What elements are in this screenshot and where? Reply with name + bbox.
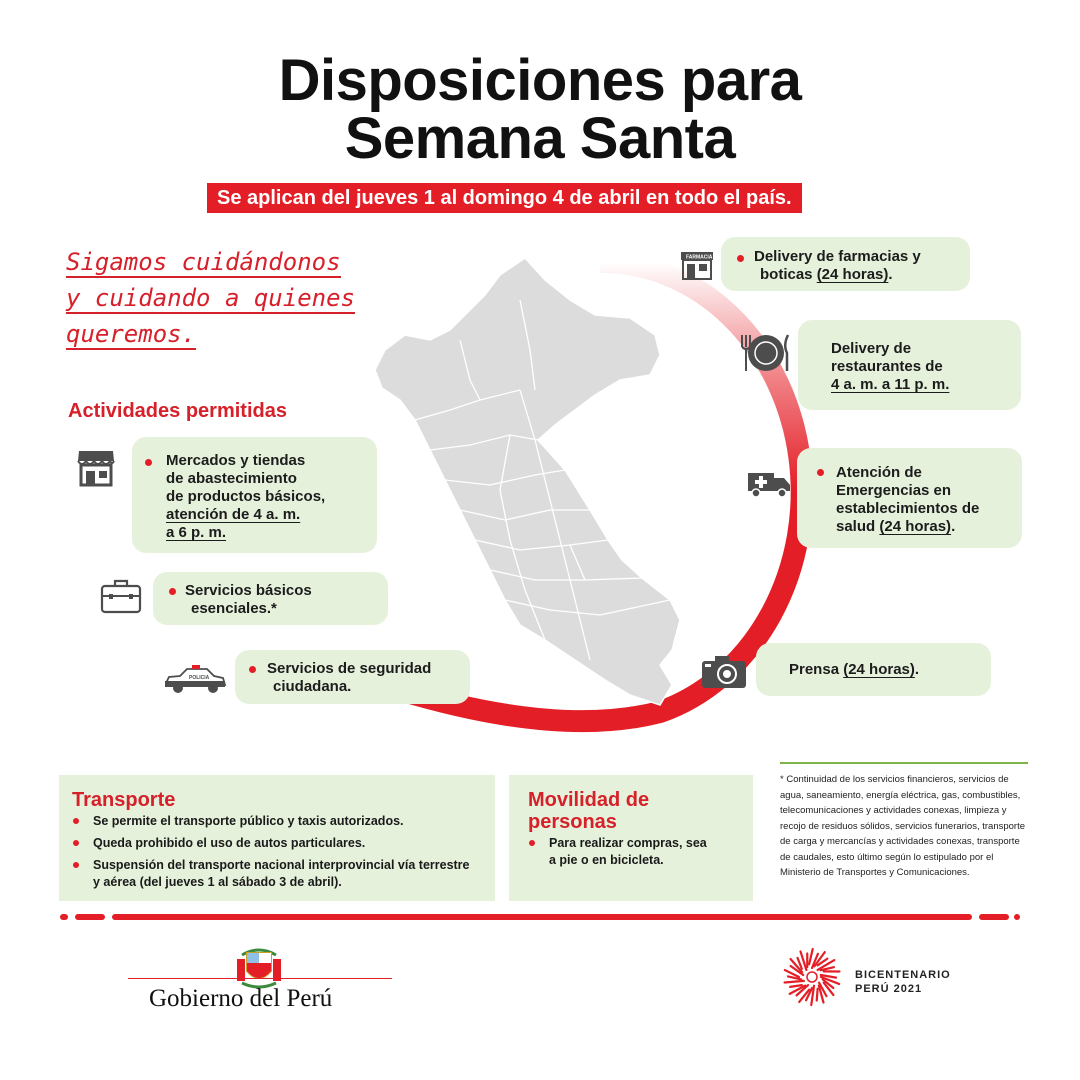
movilidad-panel xyxy=(509,775,753,901)
bicentenario-line-2: PERÚ 2021 xyxy=(855,983,923,995)
bicentenario-text xyxy=(855,968,951,996)
bullet xyxy=(169,588,176,595)
farmacias-line-1: Delivery de farmacias y xyxy=(754,248,921,265)
transporte-title: Transporte xyxy=(72,789,176,811)
page-title xyxy=(0,48,1080,171)
list-item: Se permite el transporte público y taxis autorizados. xyxy=(71,813,471,830)
footnote-rule xyxy=(780,762,1028,764)
seguridad-line-1: Servicios de seguridad xyxy=(267,660,432,677)
emergencias-line-4: salud xyxy=(836,518,880,535)
market-icon xyxy=(76,447,116,487)
card-prensa xyxy=(756,643,991,696)
mercados-line-1: Mercados y tiendas xyxy=(166,452,306,469)
slogan-line-1: Sigamos cuidándonos xyxy=(66,248,341,276)
bullet xyxy=(145,459,152,466)
title-line-2: Semana Santa xyxy=(344,106,736,171)
prensa-hours: (24 horas) xyxy=(843,661,915,678)
section-title: Actividades permitidas xyxy=(68,400,287,422)
emergencias-hours: (24 horas) xyxy=(879,518,952,535)
list-item: Para realizar compras, sea a pie o en bicicleta. xyxy=(527,835,717,869)
bullet xyxy=(249,666,256,673)
peru-map-shape xyxy=(375,258,680,705)
movilidad-title xyxy=(528,789,649,833)
card-farmacias xyxy=(721,237,970,291)
gobierno-logo-text: Gobierno del Perú xyxy=(149,985,333,1012)
date-banner: Se aplican del jueves 1 al domingo 4 de abril en todo el país. xyxy=(207,183,802,213)
plate-cutlery-icon xyxy=(739,333,793,373)
gobierno-rule xyxy=(128,978,392,979)
bicentenario-line-1: BICENTENARIO xyxy=(855,969,951,981)
footnote: * Continuidad de los servicios financieros, servicios de agua, saneamiento, energía eléctrica, gas, combustibles, telecomunicaciones y actividades conexas, limpieza y recojo de residuos sólidos, servicios funerarios, transporte de carga y mercancías y actividades conexas, transporte de caudales, esto último según lo estipulado por el Ministerio de Transportes y Comunicaciones. xyxy=(780,774,1026,878)
movilidad-title-line-2: personas xyxy=(528,811,617,833)
list-item: Suspensión del transporte nacional interprovincial vía terrestre y aérea (del jueves 1 al sábado 3 de abril). xyxy=(71,857,471,891)
farmacias-period: . xyxy=(888,266,893,283)
slogan-line-3: queremos. xyxy=(66,320,197,348)
emergencias-period: . xyxy=(951,518,956,535)
movilidad-list xyxy=(527,835,717,874)
mercados-line-2: de abastecimiento xyxy=(166,470,297,487)
restaurantes-line-2: restaurantes de xyxy=(831,358,943,375)
mercados-line-3: de productos básicos, xyxy=(166,488,326,505)
card-servicios-basicos xyxy=(153,572,388,625)
camera-icon xyxy=(700,654,748,690)
card-mercados xyxy=(132,437,377,553)
mercados-hours-line-2: a 6 p. m. xyxy=(166,524,227,541)
restaurantes-line-1: Delivery de xyxy=(831,340,912,357)
card-seguridad xyxy=(235,650,470,704)
mercados-hours-line-1: atención de 4 a. m. xyxy=(166,506,301,523)
pharmacy-icon xyxy=(680,250,714,280)
sunburst-ray xyxy=(809,949,813,964)
ambulance-icon xyxy=(747,470,791,498)
servicios-line-1: Servicios básicos xyxy=(185,582,312,599)
movilidad-title-line-1: Movilidad de xyxy=(528,789,650,811)
slogan-line-2: y cuidando a quienes xyxy=(66,284,355,312)
transporte-panel xyxy=(59,775,495,901)
farmacias-hours: (24 horas) xyxy=(816,266,889,283)
briefcase-icon xyxy=(100,578,142,614)
slogan xyxy=(66,244,396,352)
prensa-label: Prensa xyxy=(789,661,844,678)
emergencias-line-2: Emergencias en xyxy=(836,482,952,499)
bullet xyxy=(817,469,824,476)
red-divider xyxy=(60,914,1020,920)
sunburst-ray xyxy=(785,981,804,983)
restaurantes-hours: 4 a. m. a 11 p. m. xyxy=(831,376,950,393)
farmacias-line-2: boticas xyxy=(760,266,817,283)
coat-of-arms-logo xyxy=(236,945,282,989)
bicentenario-logo xyxy=(780,945,844,1009)
emergencias-line-3: establecimientos de xyxy=(836,500,980,517)
pharmacy-sign: FARMACIA xyxy=(686,254,713,261)
emergencias-line-1: Atención de xyxy=(836,464,922,481)
police-car-icon xyxy=(163,664,227,694)
police-sign: POLICIA xyxy=(189,675,210,681)
servicios-line-2: esenciales.* xyxy=(191,600,277,617)
seguridad-line-2: ciudadana. xyxy=(273,678,352,695)
prensa-period: . xyxy=(914,661,920,678)
title-line-1: Disposiciones para xyxy=(278,48,802,113)
list-item: Queda prohibido el uso de autos particulares. xyxy=(71,835,471,852)
bullet xyxy=(737,255,744,262)
card-restaurantes xyxy=(798,320,1021,410)
sunburst-ray xyxy=(790,985,802,987)
sunburst-ray xyxy=(817,989,818,1001)
transporte-list xyxy=(71,813,471,896)
card-emergencias xyxy=(797,448,1022,548)
